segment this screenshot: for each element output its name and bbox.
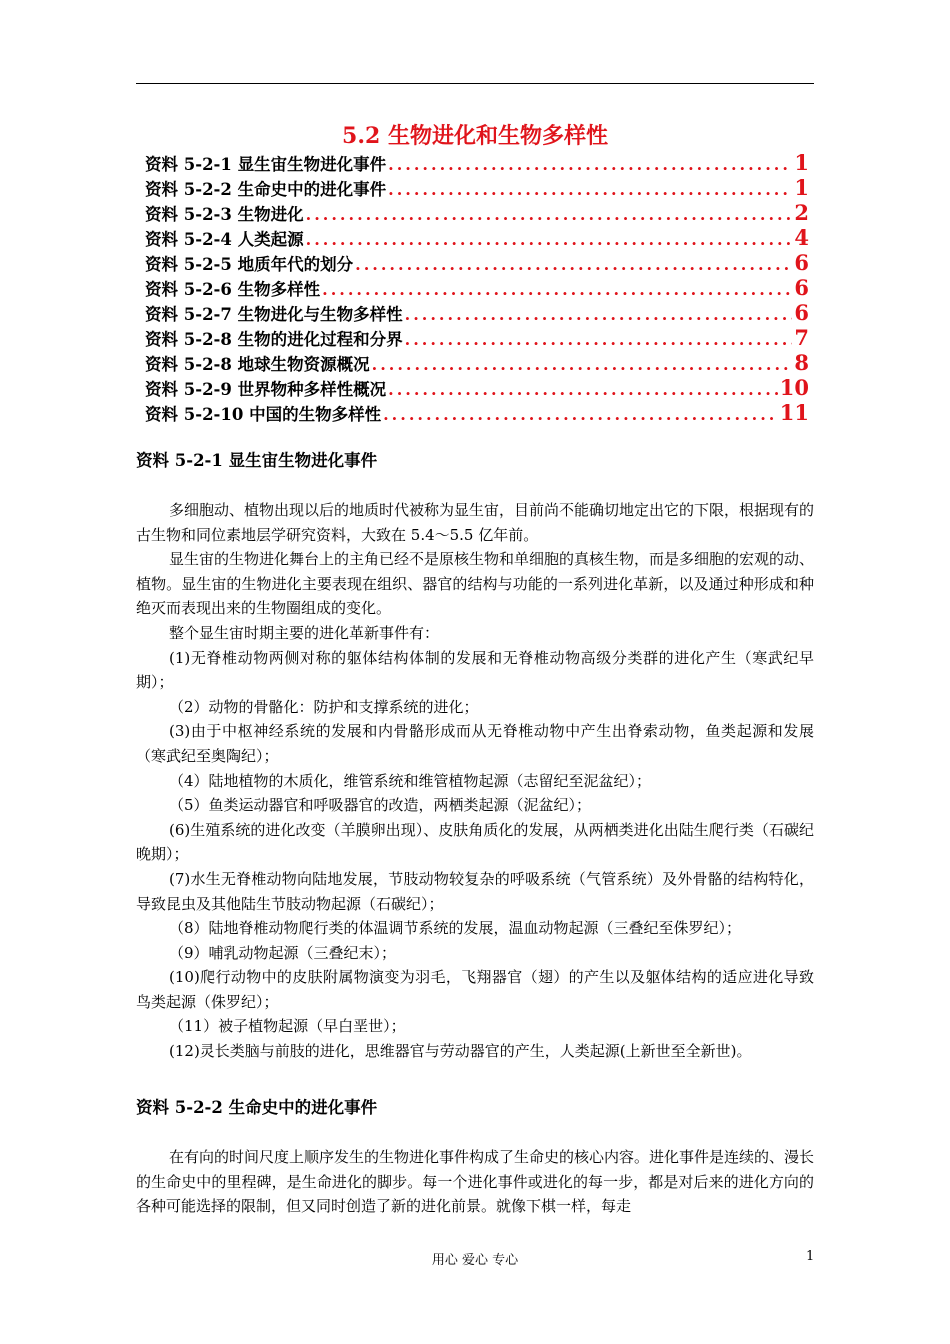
toc-entry-label: 资料 5-2-9 世界物种多样性概况 <box>145 380 387 399</box>
toc-entry[interactable] <box>145 300 809 325</box>
toc-entry[interactable] <box>145 325 809 350</box>
toc-leader-dots <box>405 305 793 324</box>
toc-entry-page: 1 <box>794 175 809 200</box>
paragraph: 在有向的时间尺度上顺序发生的生物进化事件构成了生命史的核心内容。进化事件是连续的、漫长的生命史中的里程碑，是生命进化的脚步。每一个进化事件或进化的每一步，都是对后来的进化方向的各种可能选择的限制，但又同时创造了新的进化前景。就像下棋一样，每走 <box>136 1148 815 1216</box>
section-body-2 <box>136 1145 814 1219</box>
list-item: (7)水生无脊椎动物向陆地发展，节肢动物较复杂的呼吸系统（气管系统）及外骨骼的结构特化，导致昆虫及其他陆生节肢动物起源（石碳纪）； <box>136 869 814 913</box>
toc-leader-dots <box>306 205 793 224</box>
toc-entry-label: 资料 5-2-6 生物多样性 <box>145 280 321 299</box>
list-item: （5）鱼类运动器官和呼吸器官的改造，两栖类起源（泥盆纪）； <box>169 796 592 815</box>
list-item: (1)无脊椎动物两侧对称的躯体结构体制的发展和无脊椎动物高级分类群的进化产生（寒武纪早期）； <box>136 648 814 692</box>
page-number: 1 <box>806 1249 815 1264</box>
toc-leader-dots <box>383 405 778 424</box>
toc-entry-page: 6 <box>794 250 809 275</box>
table-of-contents <box>145 150 809 425</box>
toc-leader-dots <box>372 355 793 374</box>
section-heading-1: 资料 5-2-1 显生宙生物进化事件 <box>136 451 378 470</box>
list-item: （4）陆地植物的木质化，维管系统和维管植物起源（志留纪至泥盆纪）； <box>169 771 652 790</box>
toc-leader-dots <box>388 380 778 399</box>
toc-entry-label: 资料 5-2-10 中国的生物多样性 <box>145 405 382 424</box>
list-item: （8）陆地脊椎动物爬行类的体温调节系统的发展，温血动物起源（三叠纪至侏罗纪）； <box>169 919 742 938</box>
toc-leader-dots <box>405 330 793 349</box>
header-rule <box>136 83 814 84</box>
toc-leader-dots <box>355 255 792 274</box>
document-title: 5.2 生物进化和生物多样性 <box>342 123 608 149</box>
toc-entry-page: 11 <box>779 400 809 425</box>
list-item: (10)爬行动物中的皮肤附属物演变为羽毛，飞翔器官（翅）的产生以及躯体结构的适应进化导致鸟类起源（侏罗纪）； <box>136 968 814 1011</box>
toc-entry-label: 资料 5-2-8 生物的进化过程和分界 <box>145 330 403 349</box>
section-body-1 <box>136 498 814 1064</box>
toc-entry-label: 资料 5-2-2 生命史中的进化事件 <box>145 180 387 199</box>
section-heading-2: 资料 5-2-2 生命史中的进化事件 <box>136 1098 378 1117</box>
toc-entry-label: 资料 5-2-5 地质年代的划分 <box>145 255 354 274</box>
list-item: （2）动物的骨骼化：防护和支撑系统的进化； <box>169 697 479 716</box>
toc-leader-dots <box>322 280 792 299</box>
list-item: （9）哺乳动物起源（三叠纪末）； <box>169 943 397 962</box>
toc-entry[interactable] <box>145 175 809 200</box>
toc-entry[interactable] <box>145 225 809 250</box>
toc-entry-page: 7 <box>794 325 809 350</box>
toc-entry[interactable] <box>145 400 809 425</box>
toc-entry-label: 资料 5-2-8 地球生物资源概况 <box>145 355 370 374</box>
list-item: (6)生殖系统的进化改变（羊膜卵出现）、皮肤角质化的发展，从两栖类进化出陆生爬行类（石碳纪晚期）； <box>136 820 814 864</box>
toc-entry-label: 资料 5-2-3 生物进化 <box>145 205 304 224</box>
toc-entry-page: 6 <box>794 300 809 325</box>
toc-entry[interactable] <box>145 350 809 375</box>
toc-entry[interactable] <box>145 250 809 275</box>
list-item: （11）被子植物起源（早白垩世）； <box>169 1017 406 1036</box>
toc-entry[interactable] <box>145 200 809 225</box>
toc-leader-dots <box>306 230 793 249</box>
toc-entry-label: 资料 5-2-7 生物进化与生物多样性 <box>145 305 403 324</box>
toc-entry-page: 6 <box>794 275 809 300</box>
toc-entry-page: 4 <box>794 225 809 250</box>
toc-entry-label: 资料 5-2-4 人类起源 <box>145 230 304 249</box>
list-item: (12)灵长类脑与前肢的进化，思维器官与劳动器官的产生，人类起源(上新世至全新世)。 <box>169 1042 752 1061</box>
toc-entry[interactable] <box>145 150 809 175</box>
list-item: (3)由于中枢神经系统的发展和内骨骼形成而从无脊椎动物中产生出脊索动物，鱼类起源和发展（寒武纪至奥陶纪）； <box>136 722 814 765</box>
toc-entry[interactable] <box>145 375 809 400</box>
toc-entry-page: 10 <box>779 375 809 400</box>
toc-entry-page: 8 <box>794 350 809 375</box>
paragraph: 多细胞动、植物出现以后的地质时代被称为显生宙，目前尚不能确切地定出它的下限，根据现有的古生物和同位素地层学研究资料，大致在 5.4～5.5 亿年前。 <box>136 501 815 544</box>
toc-entry-page: 1 <box>794 150 809 175</box>
footer-motto: 用心 爱心 专心 <box>431 1253 519 1268</box>
toc-leader-dots <box>388 180 792 199</box>
paragraph: 显生宙的生物进化舞台上的主角已经不是原核生物和单细胞的真核生物，而是多细胞的宏观的动、植物。显生宙的生物进化主要表现在组织、器官的结构与功能的一系列进化革新，以及通过种形成和种绝灭而表现出来的生物圈组成的变化。 <box>136 550 815 618</box>
toc-entry-label: 资料 5-2-1 显生宙生物进化事件 <box>145 155 387 174</box>
paragraph: 整个显生宙时期主要的进化革新事件有： <box>169 623 440 642</box>
toc-entry[interactable] <box>145 275 809 300</box>
toc-leader-dots <box>388 155 792 174</box>
toc-entry-page: 2 <box>794 200 809 225</box>
